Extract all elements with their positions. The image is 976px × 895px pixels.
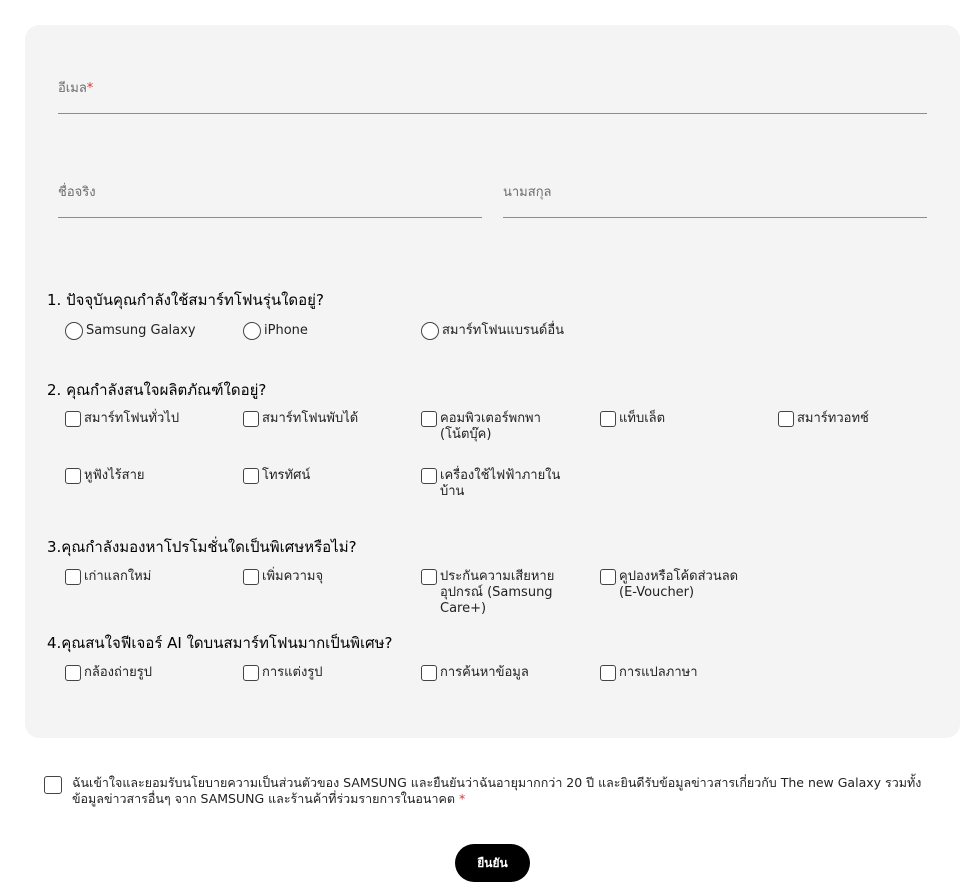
q3-option-storage-upgrade[interactable]: เพิ่มความจุ <box>243 569 323 585</box>
question-3-title: 3.คุณกำลังมองหาโปรโมชั่นใดเป็นพิเศษหรือไม่? <box>47 538 357 556</box>
last-name-input[interactable] <box>503 197 927 215</box>
q2-option-earbuds[interactable]: หูฟังไร้สาย <box>65 468 145 484</box>
checkbox[interactable] <box>778 411 794 427</box>
q3-option-e-voucher[interactable]: คูปองหรือโค้ดส่วนลด (E-Voucher) <box>600 569 760 601</box>
checkbox[interactable] <box>65 569 81 585</box>
q3-option-trade-in[interactable]: เก่าแลกใหม่ <box>65 569 151 585</box>
q2-option-tablet[interactable]: แท็บเล็ต <box>600 411 665 427</box>
checkbox[interactable] <box>65 411 81 427</box>
email-label: อีเมล <box>58 81 87 96</box>
checkbox[interactable] <box>421 411 437 427</box>
first-name-label: ชื่อจริง <box>58 185 96 200</box>
radio-button[interactable] <box>421 322 439 340</box>
consent-checkbox[interactable] <box>44 776 62 794</box>
question-1-title: 1. ปัจจุบันคุณกำลังใช้สมาร์ทโฟนรุ่นใดอยู่? <box>47 291 324 309</box>
q2-option-smartphone[interactable]: สมาร์ทโฟนทั่วไป <box>65 411 179 427</box>
checkbox[interactable] <box>243 665 259 681</box>
q2-option-tv[interactable]: โทรทัศน์ <box>243 468 310 484</box>
email-required-mark: * <box>86 81 94 96</box>
q1-option-iphone[interactable]: iPhone <box>243 323 308 340</box>
checkbox[interactable] <box>600 569 616 585</box>
radio-button[interactable] <box>243 322 261 340</box>
q1-option-samsung-galaxy[interactable]: Samsung Galaxy <box>65 323 196 340</box>
submit-button[interactable]: ยืนยัน <box>455 844 530 882</box>
q2-option-foldable[interactable]: สมาร์ทโฟนพับได้ <box>243 411 358 427</box>
consent-text: ฉันเข้าใจและยอมรับนโยบายความเป็นส่วนตัวของ SAMSUNG และยืนยันว่าฉันอายุมากกว่า 20 ปี และยินดีรับข้อมูลข่าวสารเกี่ยวกับ The new Galaxy รวมทั้งข้อมูลข่าวสารอื่นๆ จาก SAMSUNG และร้านค้าที่ร่วมรายการในอนาคต <box>72 775 922 806</box>
q4-option-photo-editing[interactable]: การแต่งรูป <box>243 665 323 681</box>
consent-row[interactable] <box>44 775 942 807</box>
checkbox[interactable] <box>421 468 437 484</box>
email-input[interactable] <box>58 93 927 111</box>
q4-option-translation[interactable]: การแปลภาษา <box>600 665 698 681</box>
q3-option-samsung-care[interactable]: ประกันความเสียหายอุปกรณ์ (Samsung Care+) <box>421 569 566 617</box>
checkbox[interactable] <box>65 468 81 484</box>
q4-option-search[interactable]: การค้นหาข้อมูล <box>421 665 529 681</box>
checkbox[interactable] <box>243 468 259 484</box>
checkbox[interactable] <box>600 665 616 681</box>
checkbox[interactable] <box>421 569 437 585</box>
q2-option-laptop[interactable]: คอมพิวเตอร์พกพา (โน้ตบุ๊ค) <box>421 411 566 443</box>
q1-option-other-brand[interactable]: สมาร์ทโฟนแบรนด์อื่น <box>421 323 564 340</box>
checkbox[interactable] <box>243 411 259 427</box>
checkbox[interactable] <box>243 569 259 585</box>
question-4-title: 4.คุณสนใจฟีเจอร์ AI ใดบนสมาร์ทโฟนมากเป็นพิเศษ? <box>47 634 393 652</box>
first-name-input[interactable] <box>58 197 482 215</box>
q2-option-smartwatch[interactable]: สมาร์ทวอทช์ <box>778 411 869 427</box>
consent-required-mark: * <box>458 791 466 806</box>
question-2-title: 2. คุณกำลังสนใจผลิตภัณฑ์ใดอยู่? <box>47 381 267 399</box>
q2-option-home-appliances[interactable]: เครื่องใช้ไฟฟ้าภายในบ้าน <box>421 468 566 500</box>
checkbox[interactable] <box>65 665 81 681</box>
radio-button[interactable] <box>65 322 83 340</box>
email-field[interactable] <box>58 77 927 114</box>
last-name-field[interactable] <box>503 181 927 218</box>
checkbox[interactable] <box>421 665 437 681</box>
q4-option-camera[interactable]: กล้องถ่ายรูป <box>65 665 152 681</box>
last-name-label: นามสกุล <box>503 185 552 200</box>
first-name-field[interactable] <box>58 181 482 218</box>
checkbox[interactable] <box>600 411 616 427</box>
